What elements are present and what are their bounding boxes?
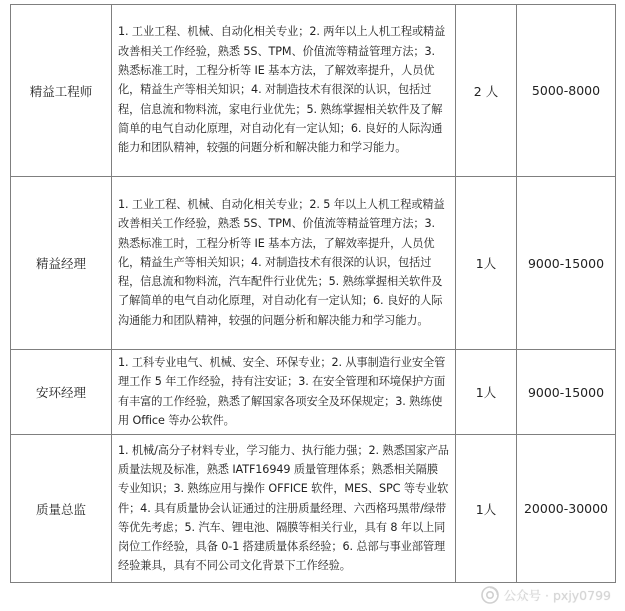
table-row	[11, 5, 616, 177]
job-requirements: 1. 工业工程、机械、自动化相关专业；2. 两年以上人机工程或精益改善相关工作经验，熟悉 5S、TPM、价值流等精益管理方法；3. 熟悉标准工时，工程分析等 IE 基本方法，了解效率提升，人员优化，精益生产等相关知识；4. 对制造技术有很深的认识，包括过程，信息流和物料流，家电行业优先；5. 熟练掌握相关软件及了解简单的电气自动化原理，对自动化有一定认知；6. 良好的人际沟通能力和团队精神，较强的问题分析和解决能力和学习能力。	[112, 5, 456, 177]
job-title: 质量总监	[11, 435, 112, 583]
table-row	[11, 435, 616, 583]
watermark-text: 公众号 · pxjy0799	[503, 588, 611, 603]
watermark	[481, 586, 611, 604]
wechat-official-account-icon	[481, 586, 499, 604]
job-title: 精益工程师	[11, 5, 112, 177]
job-requirements: 1. 工科专业电气、机械、安全、环保专业；2. 从事制造行业安全管理工作 5 年工作经验，持有注安证；3. 在安全管理和环境保护方面有丰富的工作经验，熟悉了解国家各项安全及环保规定；3. 熟练使用 Office 等办公软件。	[112, 350, 456, 435]
salary-range: 5000-8000	[517, 5, 616, 177]
headcount: 1人	[456, 435, 517, 583]
job-openings-table	[10, 4, 616, 583]
headcount: 1人	[456, 350, 517, 435]
headcount: 1人	[456, 177, 517, 350]
salary-range: 9000-15000	[517, 177, 616, 350]
job-requirements: 1. 工业工程、机械、自动化相关专业；2. 5 年以上人机工程或精益改善相关工作经验，熟悉 5S、TPM、价值流等精益管理方法；3. 熟悉标准工时，工程分析等 IE 基本方法，了解效率提升，人员优化，精益生产等相关知识；4. 对制造技术有很深的认识，包括过程，信息流和物料流，汽车配件行业优先；5. 熟练掌握相关软件及了解简单的电气自动化原理，对自动化有一定认知；6. 良好的人际沟通能力和团队精神，较强的问题分析和解决能力和学习能力。	[112, 177, 456, 350]
salary-range: 9000-15000	[517, 350, 616, 435]
table-row	[11, 350, 616, 435]
table-row	[11, 177, 616, 350]
job-requirements: 1. 机械/高分子材料专业，学习能力、执行能力强；2. 熟悉国家产品质量法规及标准，熟悉 IATF16949 质量管理体系；熟悉相关隔膜专业知识；3. 熟练应用与操作 OFFICE 软件，MES、SPC 等专业软件；4. 具有质量协会认证通过的注册质量经理、六西格玛黑带/绿带等优先考虑；5. 汽车、锂电池、隔膜等相关行业，具有 8 年以上同岗位工作经验，具备 0-1 搭建质量体系经验；6. 总部与事业部管理经验兼具，具有不同公司文化背景下工作经验。	[112, 435, 456, 583]
job-title: 安环经理	[11, 350, 112, 435]
job-title: 精益经理	[11, 177, 112, 350]
salary-range: 20000-30000	[517, 435, 616, 583]
headcount: 2 人	[456, 5, 517, 177]
